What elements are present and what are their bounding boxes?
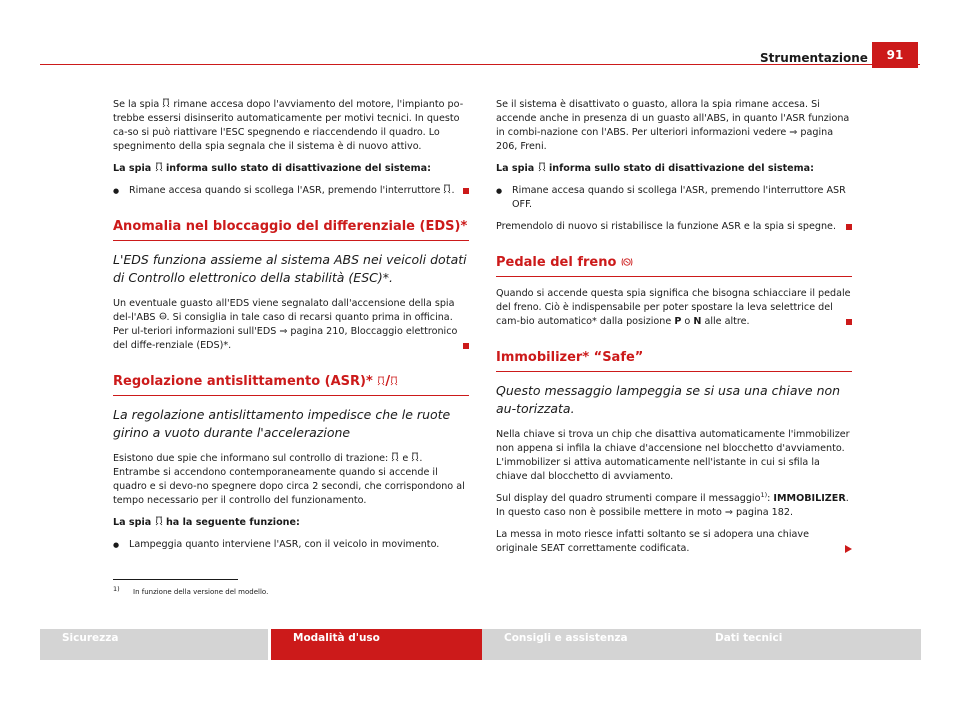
paragraph: Un eventuale guasto all'EDS viene segnalato dall'accensione della spia del-l'ABS ABS . Si consiglia in tale caso di recarsi quanto prima in officina. Per ul-teriori informazioni sull'EDS ⇒ pagina 210, Bloccaggio elettronico del diffe-renziale (EDS)*. [113,297,469,353]
section-end-marker [463,343,469,349]
brake-pedal-icon [621,257,633,267]
list-item: ● Lampeggia quanto interviene l'ASR, con il veicolo in movimento. [113,538,469,552]
svg-text:ABS: ABS [159,314,166,319]
continue-arrow-icon [845,545,852,553]
heading-brake-pedal: Pedale del freno [496,256,852,277]
right-column [496,98,852,564]
display-message: IMMOBILIZER [773,493,846,504]
paragraph: La messa in moto riesce infatti soltanto se si adopera una chiave originale SEAT correttamente codificata. [496,528,852,556]
tab-consigli-assistenza[interactable]: Consigli e assistenza [482,629,710,660]
paragraph: Nella chiave si trova un chip che disattiva automaticamente l'immobilizer non appena si infila la chiave d'accensione nel blocchetto d'avviamento. L'immobilizer si attiva automaticamente nell'istante in cui si sfila la chiave dal blocchetto di avviamento. [496,429,850,482]
paragraph: La spia informa sullo stato di disattivazione del sistema: [113,163,431,174]
lead-text: L'EDS funziona assieme al sistema ABS nei veicoli dotati di Controllo elettronico della stabilità (ESC)*. [113,252,467,285]
footer-tabs [40,629,920,660]
footnote-rule [113,579,238,580]
section-end-marker [846,224,852,230]
tab-dati-tecnici[interactable]: Dati tecnici [693,629,921,660]
tab-sicurezza[interactable]: Sicurezza [40,629,268,660]
paragraph: Se la spia rimane accesa dopo l'avviamento del motore, l'impianto po-trebbe essersi disinserito automaticamente per motivi tecnici. In questo ca-so si può riattivare l'ESC spegnendo e riaccendendo il quadro. Lo spegnimento della spia segnala che il sistema è di nuovo attivo. [113,99,464,152]
paragraph: Quando si accende questa spia significa che bisogna schiacciare il pedale del freno. Ciò è indispensabile per poter spostare la leva selettrice del cam-bio automatico* dalla posizione P o N alle altre. [496,288,851,327]
paragraph: Sul display del quadro strumenti compare il messaggio$^{1)}$: IMMOBILIZER. In questo caso non è possibile mettere in moto ⇒ pagina 182. [496,490,849,518]
asr-off-warning-icon [155,162,163,172]
paragraph: Esistono due spie che informano sul controllo di trazione: e . Entrambe si accendono contemporaneamente quando si accende il quadro e si devo-no spegnere dopo circa 2 secondi, che corrispondono al tempo necessario per il controllo del funzionamento. [113,453,465,506]
heading-immobilizer: Immobilizer* “Safe” [496,351,852,372]
section-title: Strumentazione [760,51,868,65]
list-item: ● Rimane accesa quando si scollega l'ASR, premendo l'interruttore . [113,184,469,198]
footnote-ref[interactable]: 1) [760,490,768,499]
lead-text: Questo messaggio lampeggia se si usa una chiave non au-torizzata. [496,383,841,416]
paragraph: Premendolo di nuovo si ristabilisce la funzione ASR e la spia si spegne. [496,220,852,234]
paragraph: La spia ha la seguente funzione: [113,517,300,528]
heading-asr: Regolazione antislittamento (ASR)* / [113,375,469,396]
page-number: 91 [872,42,918,68]
paragraph: La spia informa sullo stato di disattivazione del sistema: [496,163,814,174]
asr-off-warning-icon [538,162,546,172]
lead-text: La regolazione antislittamento impedisce che le ruote girino a vuoto durante l'accelerazione [113,407,451,440]
asr-warning-icon [155,516,163,526]
heading-eds: Anomalia nel bloccaggio del differenziale (EDS)* [113,220,469,241]
section-end-marker [846,319,852,325]
footnote: 1) In funzione della versione del modello. [113,584,269,596]
paragraph: Se il sistema è disattivato o guasto, allora la spia rimane accesa. Si accende anche in presenza di un guasto all'ABS, in quanto l'ASR funziona in combi-nazione con l'ABS. Per ulteriori informazioni vedere ⇒ pagina 206, Freni. [496,99,850,152]
left-column [113,98,469,560]
list-item: ● Rimane accesa quando si scollega l'ASR, premendo l'interruttore ASR OFF. [496,184,852,212]
abs-warning-icon [159,311,167,321]
section-end-marker [463,188,469,194]
tab-modalita-uso[interactable]: Modalità d'uso [271,629,499,660]
asr-off-warning-icon [390,376,398,386]
